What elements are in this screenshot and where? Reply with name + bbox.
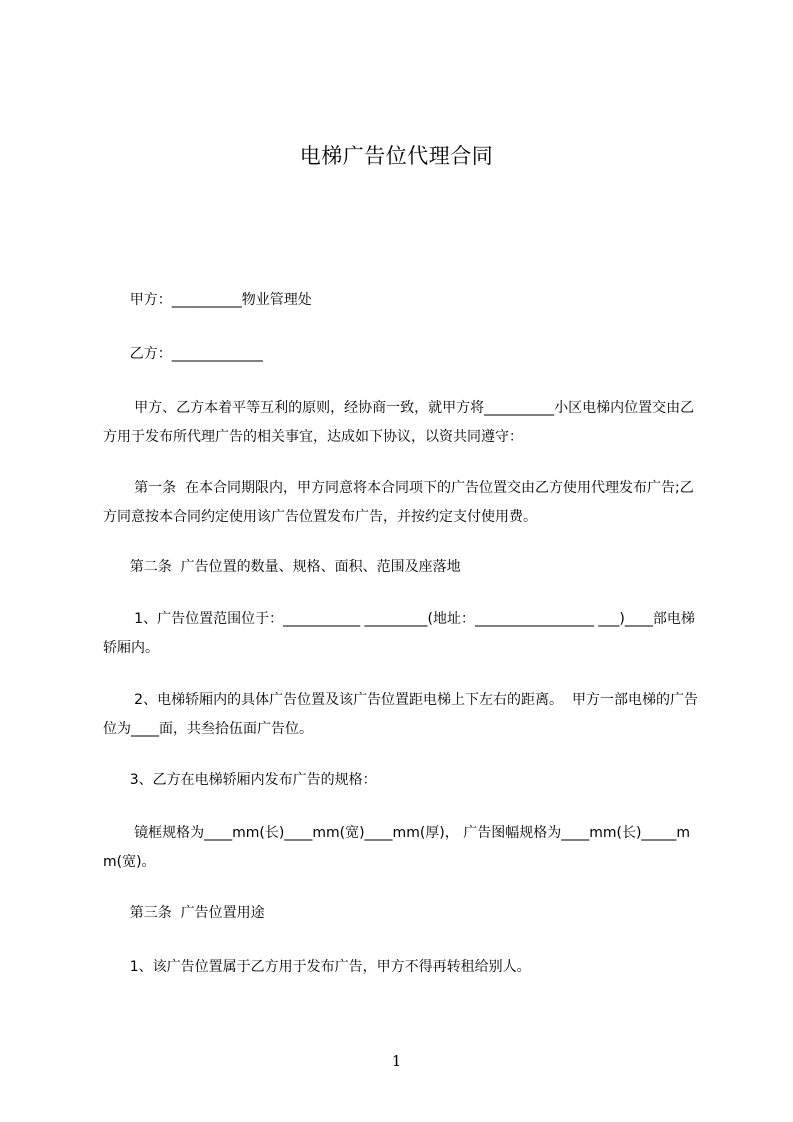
clause-2-2-paragraph: 2、电梯轿厢内的具体广告位置及该广告位置距电梯上下左右的距离。 甲方一部电梯的广告位为____面，共叁拾伍面广告位。 [103,692,698,737]
preamble-paragraph: 甲方、乙方本着平等互利的原则，经协商一致，就甲方将__________小区电梯内位置交由乙方用于发布所代理广告的相关事宜，达成如下协议，以资共同遵守： [103,400,695,445]
clause-2-1-paragraph: 1、广告位置范围位于：___________ _________(地址：_________________ ___)____部电梯轿厢内。 [103,611,695,656]
article-two-heading: 第二条 广告位置的数量、规格、面积、范围及座落地 [103,559,461,575]
clause-3-1-paragraph: 1、该广告位置属于乙方用于发布广告，甲方不得再转租给别人。 [103,959,531,975]
party-b-line: 乙方：_____________ [103,346,263,362]
clause-2-3-paragraph: 3、乙方在电梯轿厢内发布广告的规格： [103,772,377,788]
article-three-heading: 第三条 广告位置用途 [103,905,265,921]
frame-spec-paragraph: 镜框规格为____mm(长)____mm(宽)____mm(厚)， 广告图幅规格为____mm(长)_____mm(宽)。 [103,825,691,870]
page-number: 1 [391,1052,402,1070]
document-title: 电梯广告位代理合同 [299,144,494,168]
party-a-line: 甲方：__________物业管理处 [103,292,312,308]
article-one-paragraph: 第一条 在本合同期限内，甲方同意将本合同项下的广告位置交由乙方使用代理发布广告;乙方同意按本合同约定使用该广告位置发布广告，并按约定支付使用费。 [103,480,694,525]
